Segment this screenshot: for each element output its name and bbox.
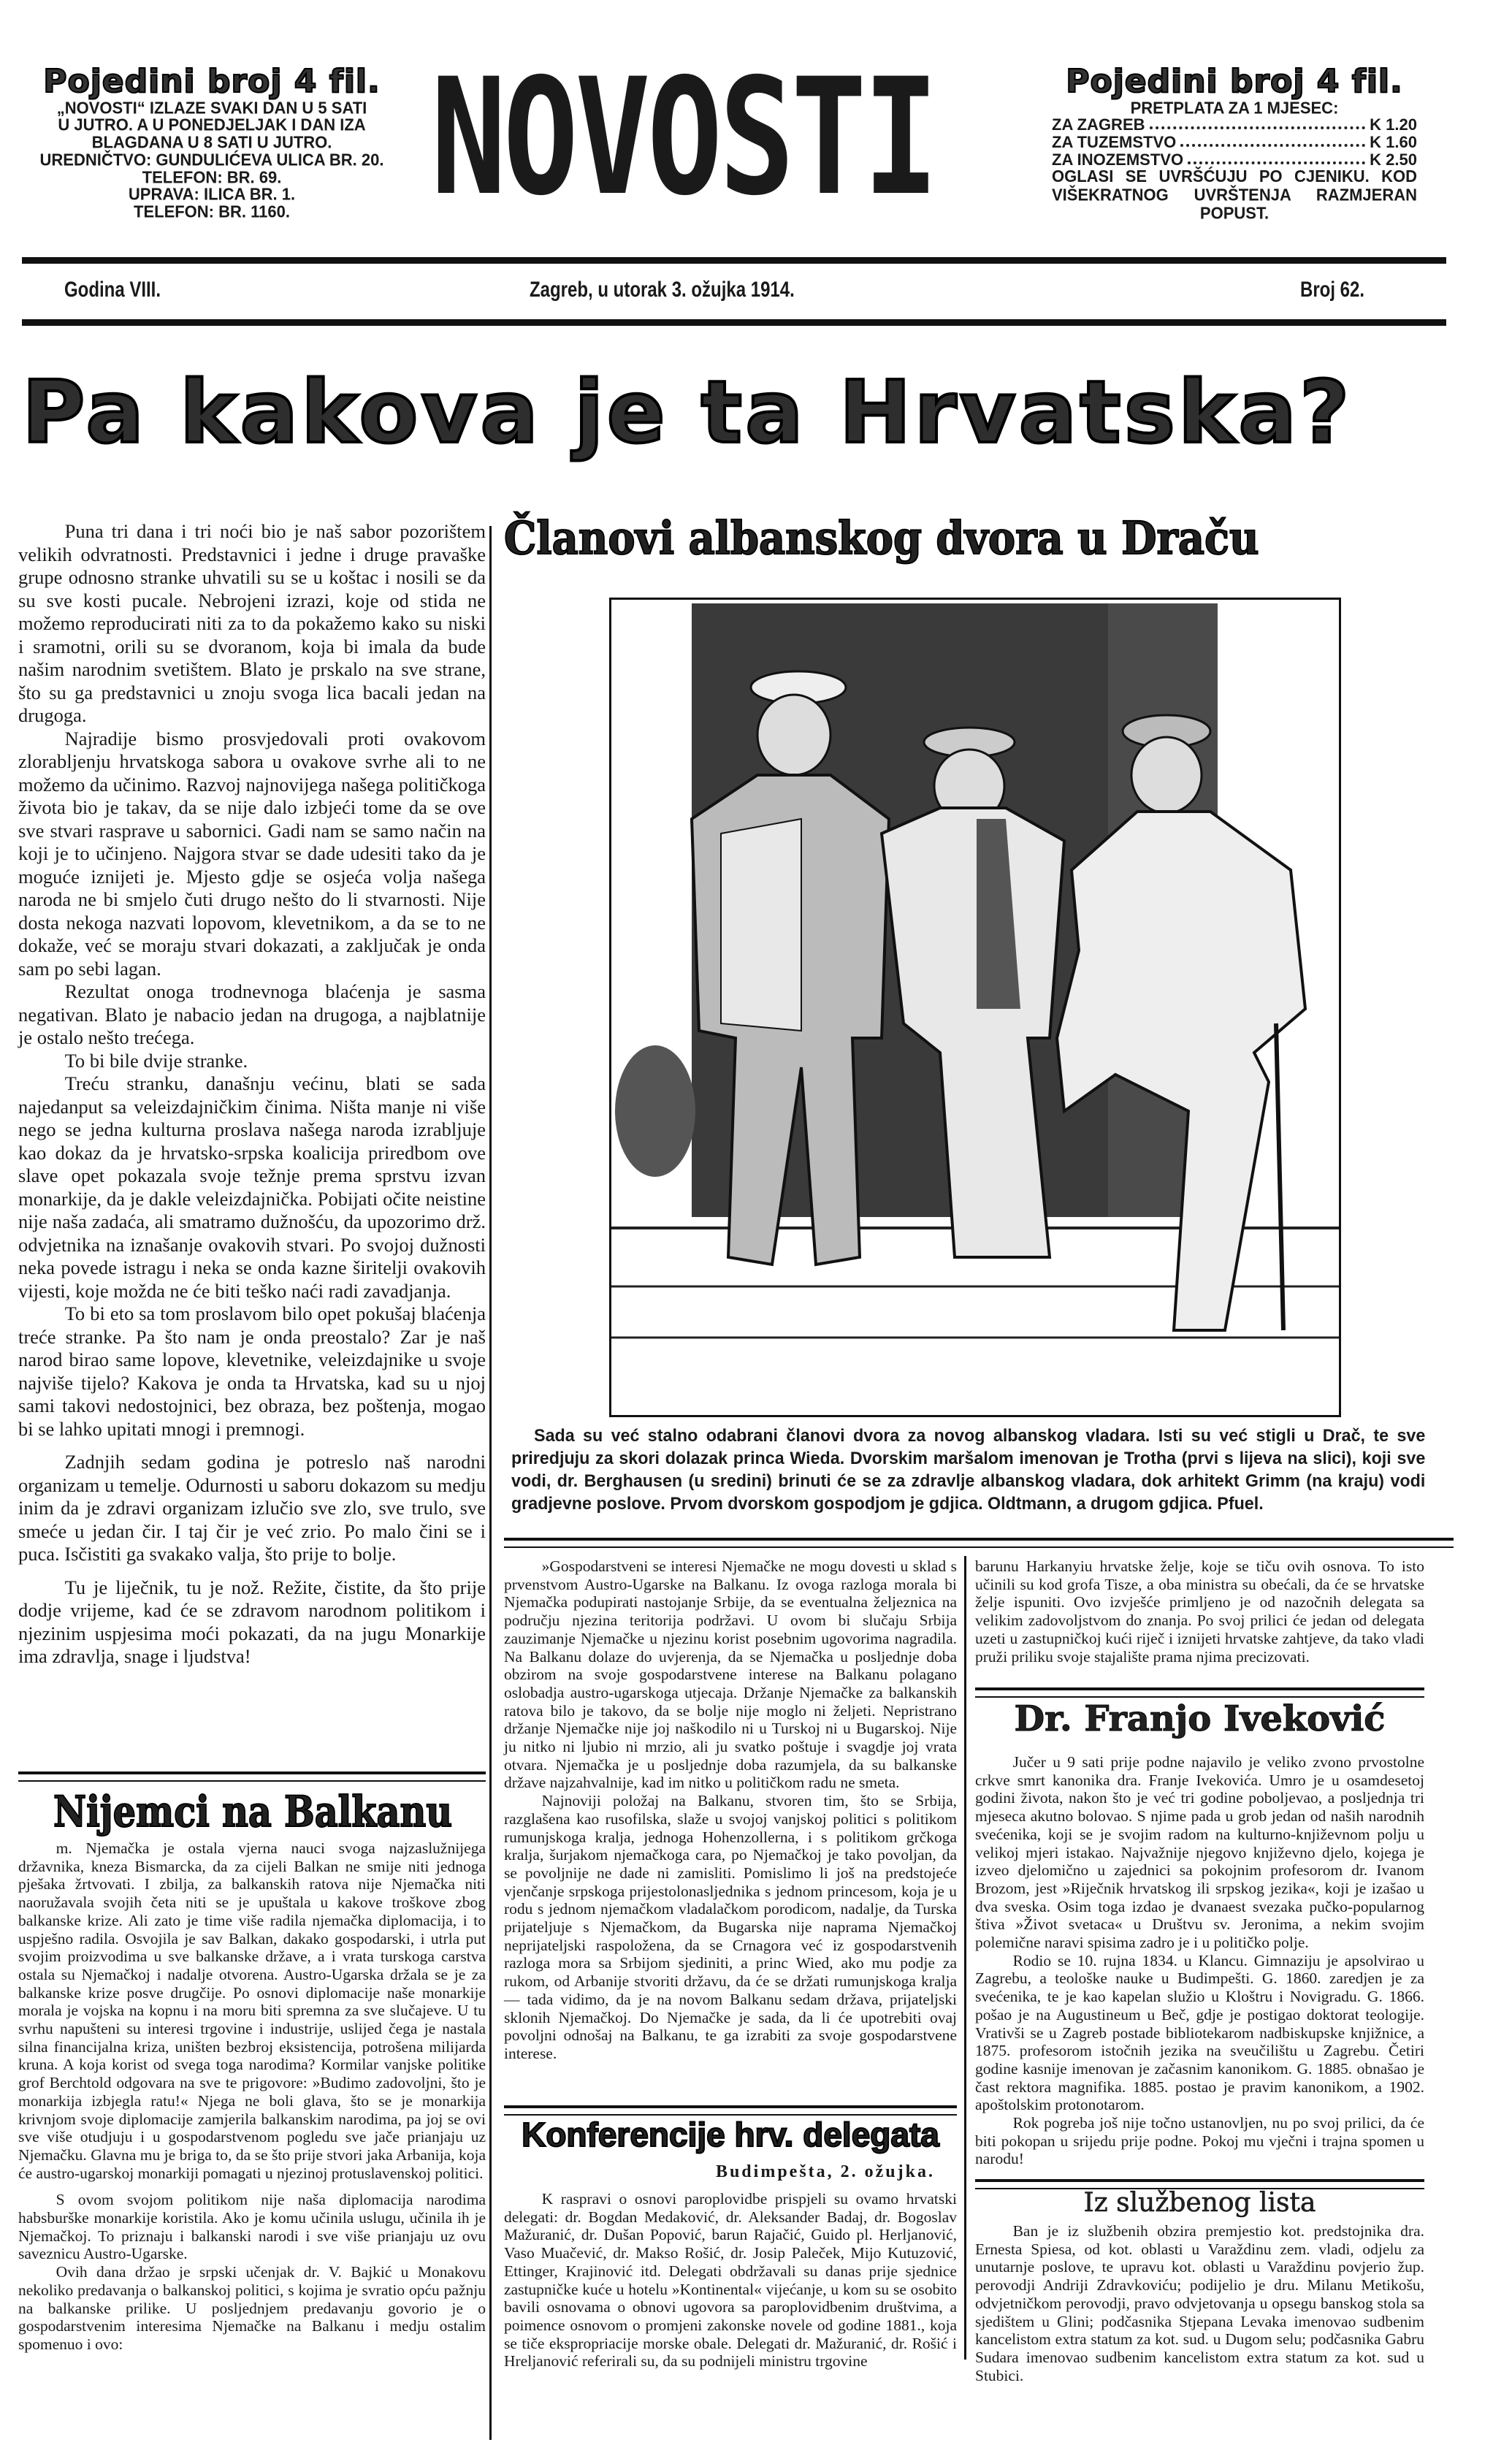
paragraph: m. Njemačka je ostala vjerna nauci svoga najzaslužnijega državnika, kneza Bismarcka, da za cijeli Balkan ne smije niti jednoga pješaka žrtvovati. I zbilja, za balkanskih ratova nije Njemačka niti naoružavala svojih četa niti se je upuštala u kakove troškove zbog balkanske krize. Ali zato je time više radila njemačka diplomacija, i to uspješno radila. Osvojila je sav Balkan, dakako gospodarski, i utrla put svojim proizvodima u sve balkanske države, a i vrata turskoga carstva ostala su Njemačkoj i nadalje otvorena. Austro-Ugarska držala se je za balkanske krize posve drugčije. Po osnovi diplomacije naše monarkije morala je vojska na kopnu i na moru biti spremna za sve slučajeve. U tu svrhu napušteni su interesi trgovine i industrije, uslijed čega je nastala silna financijalna kriza, uništen bezbroj eksistencija, potrošena milijarda kruna. A koja korist od svega toga narodima? Kormilar vanjske politike grof Berchtold odgovara na sve te prigovore: »Budimo zadovoljni, što je monarkija izbjegla ratu!« Njega ne boli glava, što se je monarkija krivnjom svoje diplomacije zamjerila balkanskim narodima, pa joj se ovi sve više otudjuju i u gospodarstvenom pogledu sve jače prianjaju uz Njemačku. Glavna mu je briga to, da se što prije stvori jaka Arbanija, koja će austro-ugarskoj monarkiji pomagati u njezinoj protuslavenskoj politici.	[18, 1839, 486, 2182]
paragraph: Treću stranku, današnju većinu, blati se sada najedanput sa veleizdajničkim činima. Ništa manje ni više nego se jedna kulturna proslava našega naroda izrabljuje kao dokaz da je hrvatsko-srpska koalicija priredbom ove slave opet pokazala svoje težnje prema sprstvu izvan monarkije, da je dakle veleizdajnička. Pobijati očite neistine nije naša zadaća, ali smatramo dužnošću, da upozorimo drž. odvjetnika na iznašanje ovakovih stvari. Po svojoj dužnosti neka povede istragu i neka se onda kazne širitelji ovakovih vijesti, koje možda ne će biti teško naći radi zavadjanja.	[18, 1072, 486, 1302]
left-ear-line: UPRAVA: ILICA BR. 1.	[128, 184, 296, 204]
paragraph: »Gospodarstveni se interesi Njemačke ne mogu dovesti u sklad s prvenstvom Austro-Ugarske na Balkanu. Iz ovoga razloga morala bi Njemačka podupirati nastojanje Srbije, da se eventualna željeznica na području njezina teritorija podržavi. U ovom bi slučaju Srbija zauzimanje Njemačke u njezinu korist posebnim ugovorima nagradila. Na Balkanu dolaze do uvjerenja, da se Njemačka u posljednje doba obzirom na svoje gospodarstvene interese na Balkanu polagano oslobadja austro-ugarskoga utjecaja. Držanje Njemačke za balkanskih ratova bilo je takovo, da se bolje nije moglo ni željeti. Nepristrano držanje Njemačke nije joj naškodilo ni u Turskoj ni u Bugarskoj. Nije ju nitko ni ljubio ni mrzio, ali ju svatko poštuje i svagdje joj vrata otvara. Njemačka je u posljednje doba razumjela, da su balkanske države najzahvalnije, kad im nitko u političkom radu ne smeta.	[504, 1557, 957, 1792]
photo-caption: Sada su već stalno odabrani članovi dvora za novog albanskog vladara. Isti su već stigli u Drač, te sve priredjuju za skori dolazak princa Wieda. Dvorskim maršalom imenovan je Trotha (prvi s lijeva na slici), koji sve vodi, dr. Berghausen (u sredini) brinuti će se za zdravlje albanskog vladara, dok arhitekt Grimm (na kraju) vodi gradjevne poslove. Prvom dvorskom gospodjom je gdjica. Oldtmann, a drugom gdjica. Pfuel.	[511, 1426, 1426, 1514]
section-rule	[18, 1771, 486, 1782]
date-label: Zagreb, u utorak 3. ožujka 1914.	[530, 278, 795, 302]
paragraph: Puna tri dana i tri noći bio je naš sabor pozorištem velikih odvratnosti. Predstavnici i jedne i druge pravaške grupe odnosno stranke uhvatili su se u koštac i nosili se da su sve kosti pucale. Nebrojeni izrazi, koje od stida ne možemo reproducirati niti za to da pokažemo kako su niski i sramotni, orili su se dvoranom, koja bi imala da bude našim narodnim svetištem. Blato je prskalo na sve strane, što su ga predstavnici u znoju svoga lica bacali jedan na drugoga.	[18, 520, 486, 726]
gazette-article	[975, 2222, 1424, 2384]
balkan-article-continuation	[504, 1557, 957, 2063]
paragraph: S ovom svojom politikom nije naša diplomacija narodima habsburške monarkije koristila. Ako je komu učinila uslugu, učinila ih je Njemačkoj. To priznaju i balkanski narodi i sve više prianjaju uz ovu saveznicu Austro-Ugarske.	[18, 2191, 486, 2263]
paragraph: Najnoviji položaj na Balkanu, stvoren tim, što se Srbija, razglašena kao rusofilska, slaže u svojoj vanjskoj politici s politikom rumunjskoga kralja, jednoga Hohenzollerna, i s politikom grčkoga kralja, šurjakom njemačkoga cara, po Njemačkoj je tako povoljan, da se povoljnije ne dade ni zamisliti. Pomislimo li još na predstojeće vjenčanje srpskoga prijestolonasljednika s jednom princesom, koja je u rodu s jednom njemačkom vladalačkom porodicom, nadalje, da Turska prijateljuje s Njemačkom, da Bugarska nije naprama Njemačkoj neprijateljski raspoložena, da se Crnagora već iz gospodarstvenih razloga mora sa Srbijom sjediniti, a princ Wied, ako mu podje za rukom, od Arbanije stvoriti državu, da će se držati rumunjskoga kralja — tada vidimo, da je na novom Balkanu sedam država, prijateljski sklonih Njemačkoj. Do Njemačke je sada, da li će upotrebiti ovaj povoljni odnošaj na Balkanu, te ga izrabiti za svoje gospodarstvene interese.	[504, 1792, 957, 2062]
conference-dateline: Budimpešta, 2. ožujka.	[715, 2162, 935, 2181]
column-divider	[489, 526, 492, 2440]
column-divider	[964, 1556, 966, 2360]
paragraph: Rodio se 10. rujna 1834. u Klancu. Gimnaziju je apsolvirao u Zagrebu, a teološke nauke u Budimpešti. G. 1860. zaredjen je za svećenika, te je kao kapelan služio u Kloštru i Novigradu. G. 1866. pošao je na Augustineum u Beč, gdje je postigao doktorat teologije. Vrativši se u Zagreb postade bibliotekarom nadbiskupske knjižnice, a 1875. profesorom istočnih jezika na sveučilištu u Zagrebu. Četiri godine kasnije imenovan je začasnim kanonikom. G. 1885. obnašao je čast rektora magnifika. 1885. postao je pravim kanonikom, a 1902. apoštolskim protonotarom.	[975, 1951, 1424, 2114]
right-ear-price: Pojedini broj 4 fil.	[1066, 63, 1403, 100]
balkan-article	[18, 1839, 486, 2354]
subscription-title: PRETPLATA ZA 1 MJESEC:	[1130, 97, 1339, 118]
paragraph: K raspravi o osnovi paroplovidbe prispjeli su ovamo hrvatski delegati: dr. Bogdan Medaković, dr. Aleksander Badaj, dr. Bogoslav Mažuranić, dr. Dušan Popović, barun Rajačić, Guido pl. Herljanović, Vaso Muačević, dr. Makso Rošić, dr. Josip Paleček, Mijo Kutuzović, Ettinger, Krajinović itd. Delegati obdržavali su danas prije sjednice zastupničke kuće u hotelu »Kontinental« vijećanje, u kom su se osobito bavili osnovama o obnovi ugovora sa paroplovidbenim društvima, a poimence osnovom o promjeni zakonske novele od godine 1881., koja se tiče ekspropriacije morske obale. Delegati dr. Mažuranić, dr. Rošić i Hreljanović referirali su, da su podnijeli ministru trgovine	[504, 2190, 957, 2370]
paragraph: Tu je liječnik, tu je nož. Režite, čistite, da što prije dodje vrijeme, kad će se zdravom narodnom politikom i njezinim uspjesima moći pokazati, da na jugu Monarkije ima zdravlja, snage i ljudstva!	[18, 1576, 486, 1667]
year-label: Godina VIII.	[64, 278, 161, 302]
paragraph: Ovih dana držao je srpski učenjak dr. V. Bajkić u Monakovu nekoliko predavanja o balkanskoj politici, s kojima je svratio opću pažnju na balkanske prilike. U posljednjem predavanju govorio je o gospodarstvenim interesima Njemačke na Balkanu i medju ostalim spomenuo i ovo:	[18, 2263, 486, 2353]
issue-label: Broj 62.	[1300, 278, 1365, 302]
conference-article	[504, 2190, 957, 2370]
rate-row: ZA ZAGREB K 1.20	[1052, 115, 1417, 134]
left-ear	[15, 64, 409, 221]
rate-row: ZA INOZEMSTVO K 2.50	[1052, 150, 1417, 169]
masthead-title: NOVOSTI	[431, 44, 936, 231]
right-ear	[1052, 64, 1417, 221]
paragraph: To bi bile dvije stranke.	[64, 1049, 248, 1072]
left-ear-line: BLAGDANA U 8 SATI U JUTRO.	[91, 132, 332, 152]
rate-row: ZA TUZEMSTVO K 1.60	[1052, 133, 1417, 152]
paragraph: Jučer u 9 sati prije podne najavilo je veliko zvono prvostolne crkve smrt kanonika dra. Franje Ivekovića. Umro je u osamdesetoj godini života, nakon što je već tri godine poboljevao, a posljednja tri mjeseca akutno bolovao. S njime pada u grob jedan od naših narodnih svećenika, koji se je svojim radom na kulturno-književnom polju u velikoj mjeri istakao. Najvažnije njegovo književno djelo, kojega je izveo djelomično u zajednici sa pokojnim profesorom dr. Ivanom Brozom, jest »Riječnik hrvatskog ili srpskog jezika«, koji je izašao u dva sveska. Osim toga izdao je dvanaest svezaka pučko-popularnog štiva »Život svetaca« u Društvu sv. Jeronima, a nekim svojim polemične naravi spisima zadro je i u političko polje.	[975, 1753, 1424, 1952]
masthead-rule-top	[22, 257, 1446, 264]
paragraph: Rezultat onoga trodnevnoga blaćenja je sasma negativan. Blato je nabacio jedan na drugoga, a najblatnije je ostalo nešto trećega.	[18, 980, 486, 1048]
left-ear-line: U JUTRO. A U PONEDJELJAK I DAN IZA	[58, 115, 366, 134]
section-rule	[975, 1687, 1424, 1698]
balkan-title: Nijemci na Balkanu	[53, 1787, 453, 1836]
masthead-rule-bottom	[22, 319, 1446, 326]
section-rule	[504, 1538, 1454, 1548]
main-headline: Pa kakova je ta Hrvatska?	[22, 362, 1353, 462]
paragraph: Rok pogreba još nije točno ustanovljen, nu po svoj prilici, da će biti pokopan u srijedu prije podne. Pokoj mu vječni i trajna spomen u narodu!	[975, 2114, 1424, 2168]
paragraph: Zadnjih sedam godina je potreslo naš narodni organizam u temelje. Odurnosti u saboru dokazom su medju inim da je zdravi organizam izlučio sve zlo, sve trulo, sve smeće u jedan čir. I taj čir je već zrio. Po malo čini se i puca. Isčistiti ga svakako valja, što prije to bolje.	[18, 1451, 486, 1565]
albania-title: Članovi albanskog dvora u Draču	[504, 511, 1259, 565]
left-ear-line: TELEFON: BR. 69.	[142, 167, 282, 187]
section-rule	[504, 2105, 957, 2116]
obituary-article	[975, 1753, 1424, 2168]
conference-title: Konferencije hrv. delegata	[522, 2116, 939, 2154]
lead-article	[18, 520, 486, 1668]
conference-article-continuation: barunu Harkanyiu hrvatske želje, koje se tiču ovih osnova. To isto učinili su kod grofa Tisze, a oba ministra su obećali, da će se hrvatske želje ispuniti. Ovo izvješće primljeno je od nazočnih delegata sa velikim zadovoljstvom do znanja. Po svoj prilici će jedan od delegata uzeti u zastupničkoj kući riječ i iznijeti hrvatske zahtjeve, da tako vladi pruži priliku svoje stajalište prama njima precizovati.	[975, 1557, 1424, 1666]
paragraph: To bi eto sa tom proslavom bilo opet pokušaj blaćenja treće stranke. Pa što nam je onda preostalo? Zar je naš narod birao same lopove, klevetnike, veleizdajnike u svoje najviše tijelo? Kakova je onda ta Hrvatska, kad su u njoj sami takovi nedostojnici, bez obraza, bez poštenja, mogao bi se lahko upitati mnogi i premnogi.	[18, 1302, 486, 1440]
gazette-title: Iz službenog lista	[1083, 2188, 1316, 2218]
ads-note: OGLASI SE UVRŠĆUJU PO CJENIKU. KOD VIŠEKRATNOG UVRŠTENJA RAZMJERAN POPUST.	[1052, 166, 1417, 222]
court-members-photo	[609, 598, 1341, 1417]
paragraph: Najradije bismo prosvjedovali proti ovakovom zlorabljenju hrvatskoga sabora u ovakove svrhe ali to ne možemo da učinimo. Razvoj najnovijega našega političkoga života bio je takav, da se nije dalo izbjeći tome da se ove sve stvari rasprave u sabornici. Gadi nam se samo način na koji je to učinjeno. Najgora stvar se dade udesiti tako da je moguće iznijeti je. Mjesto gdje se osjeća volja našega naroda ne bi smjelo čuti drugo nešto do li stvarnosti. Nije dosta nekoga nazvati lopovom, klevetnikom, a da se to ne dokaže, već se moraju stvari dokazati, a zaključak je onda sam po sebi lagan.	[18, 727, 486, 980]
left-ear-line: „NOVOSTI“ IZLAZE SVAKI DAN U 5 SATI	[56, 97, 367, 118]
paragraph: Ban je iz službenih obzira premjestio kot. predstojnika dra. Ernesta Spiesa, od kot. oblasti u Varaždinu zem. vladi, odjelu za unutarnje poslove, te upravu kot. oblasti u Varaždinu povjerio žup. perovodji Andriji Zdravkoviću; podijelio je dru. Milanu Metikošu, odvjetničkom perovodji, pravo odvjetovanja u opsegu banskog stola sa sjedištem u Glini; podčasnika Stjepana Levaka imenovao sudbenim kancelistom extra statum za kot. sud. u Dugom selu; podčasnika Gabru Sudara imenovao sudbenim kancelistom extra statum za kot. sud u Stubici.	[975, 2222, 1424, 2384]
left-ear-price: Pojedini broj 4 fil.	[43, 63, 381, 100]
left-ear-line: TELEFON: BR. 1160.	[134, 202, 290, 221]
illustration-three-men	[611, 600, 1339, 1415]
obituary-title: Dr. Franjo Iveković	[1014, 1698, 1386, 1739]
left-ear-line: UREDNIČTVO: GUNDULIĆEVA ULICA BR. 20.	[39, 150, 384, 169]
